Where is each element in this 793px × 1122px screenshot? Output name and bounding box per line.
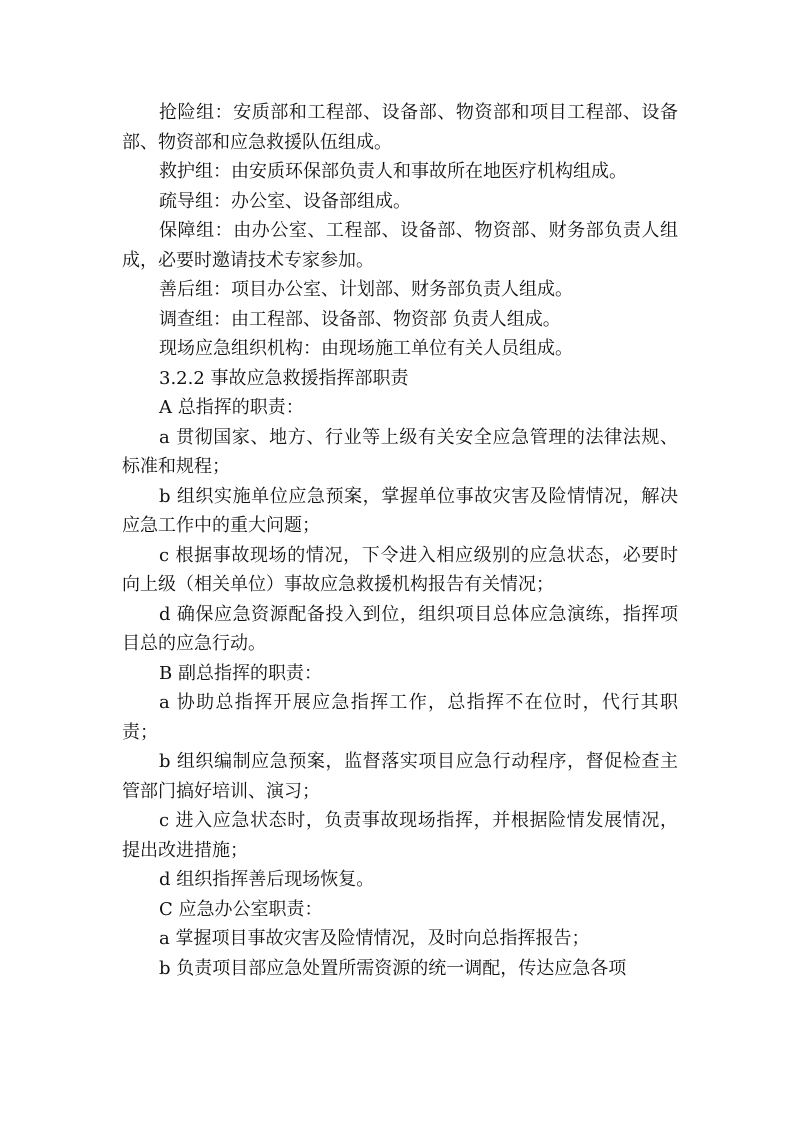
subheading-emergency-office: C 应急办公室职责： [159, 898, 323, 920]
list-item: c 根据事故现场的情况，下令进入相应级别的应急状态，必要时向上级（相关单位）事故应急救援机构报告有关情况； [122, 544, 678, 595]
list-item: d 确保应急资源配备投入到位，组织项目总体应急演练，指挥项目总的应急行动。 [122, 603, 678, 654]
paragraph-investigation-group: 调查组：由工程部、设备部、物资部 负责人组成。 [159, 308, 561, 330]
list-item: b 组织编制应急预案，监督落实项目应急行动程序，督促检查主管部门搞好培训、演习； [122, 751, 678, 802]
list-item: a 贯彻国家、地方、行业等上级有关安全应急管理的法律法规、标准和规程； [122, 426, 678, 477]
list-item: c 进入应急状态时，负责事故现场指挥，并根据险情发展情况，提出改进措施； [122, 810, 678, 861]
paragraph-onsite-organization: 现场应急组织机构：由现场施工单位有关人员组成。 [159, 338, 573, 359]
paragraph-medical-group: 救护组：由安质环保部负责人和事故所在地医疗机构组成。 [159, 161, 627, 182]
section-heading: 3.2.2 事故应急救援指挥部职责 [159, 367, 409, 389]
list-item: b 组织实施单位应急预案，掌握单位事故灾害及险情情况，解决应急工作中的重大问题； [122, 485, 678, 536]
paragraph-support-group: 保障组：由办公室、工程部、设备部、物资部、财务部负责人组成，必要时邀请技术专家参加。 [122, 220, 678, 271]
paragraph-aftermath-group: 善后组：项目办公室、计划部、财务部负责人组成。 [159, 279, 573, 300]
subheading-deputy-commander: B 副总指挥的职责： [159, 662, 322, 684]
paragraph-rescue-group: 抢险组：安质部和工程部、设备部、物资部和项目工程部、设备部、物资部和应急救援队伍组成。 [122, 102, 678, 153]
list-item: a 掌握项目事故灾害及险情情况，及时向总指挥报告； [159, 928, 590, 949]
list-item: a 协助总指挥开展应急指挥工作，总指挥不在位时，代行其职责； [122, 692, 678, 743]
paragraph-evacuation-group: 疏导组：办公室、设备部组成。 [159, 190, 411, 212]
list-item: d 组织指挥善后现场恢复。 [159, 869, 375, 890]
list-item: b 负责项目部应急处置所需资源的统一调配，传达应急各项 [159, 957, 627, 979]
subheading-commander: A 总指挥的职责： [159, 397, 304, 418]
document-body [122, 98, 678, 983]
